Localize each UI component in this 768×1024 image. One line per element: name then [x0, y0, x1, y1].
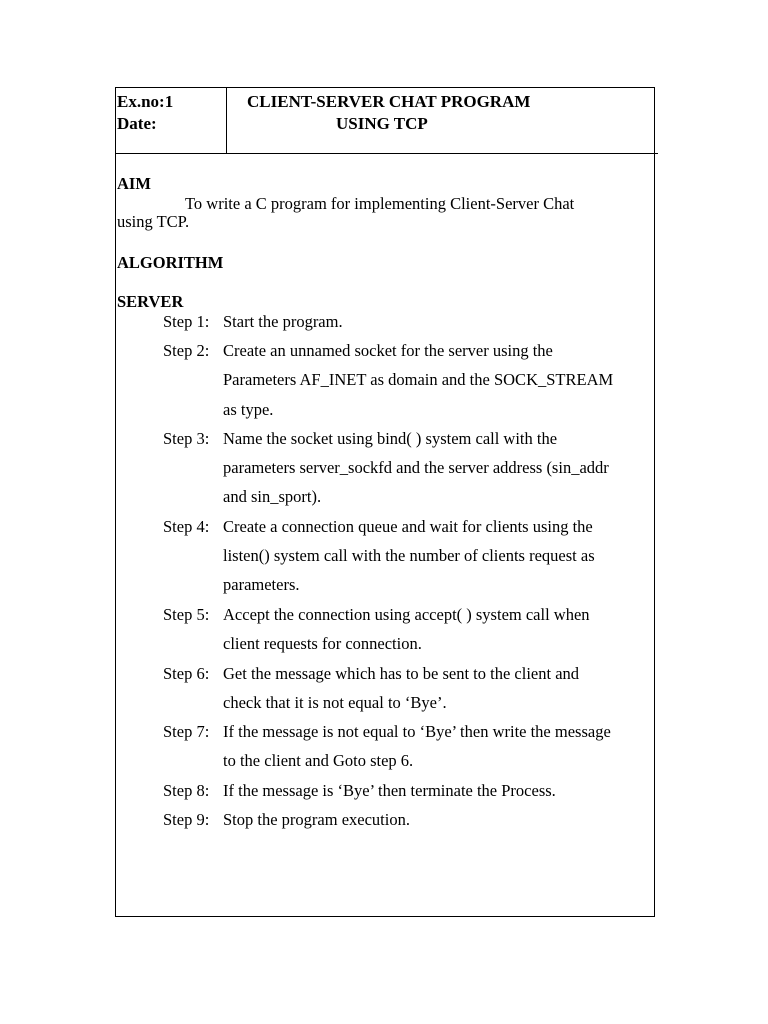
step-label: Step 8: [163, 781, 210, 800]
step-text: to the client and Goto step 6. [223, 751, 414, 770]
step-text: Stop the program execution. [223, 810, 410, 829]
header-divider-horizontal [115, 153, 658, 154]
step-label: Step 3: [163, 429, 210, 448]
exercise-date: Date: [117, 114, 157, 133]
step-label: Step 6: [163, 664, 210, 683]
algorithm-heading: ALGORITHM [117, 253, 224, 272]
step-label: Step 5: [163, 605, 210, 624]
header-divider-vertical [226, 87, 227, 154]
step-text: check that it is not equal to ‘Bye’. [223, 693, 447, 712]
step-label: Step 9: [163, 810, 210, 829]
step-text: Get the message which has to be sent to the client and [223, 664, 580, 683]
exercise-number: Ex.no:1 [117, 92, 174, 111]
document-title-line1: CLIENT-SERVER CHAT PROGRAM [247, 92, 531, 111]
step-text: as type. [223, 400, 274, 419]
step-text: Parameters AF_INET as domain and the SOCK_STREAM [223, 370, 614, 389]
aim-heading: AIM [117, 174, 151, 193]
aim-text-line2: using TCP. [117, 212, 190, 231]
step-text: If the message is not equal to ‘Bye’ then write the message [223, 722, 611, 741]
server-heading: SERVER [117, 292, 184, 311]
step-text: parameters. [223, 575, 300, 594]
step-label: Step 7: [163, 722, 210, 741]
step-text: Create an unnamed socket for the server using the [223, 341, 553, 360]
step-label: Step 2: [163, 341, 210, 360]
aim-text-line1: To write a C program for implementing Client-Server Chat [185, 194, 575, 213]
step-text: and sin_sport). [223, 487, 322, 506]
step-text: Start the program. [223, 312, 343, 331]
document-title-line2: USING TCP [336, 114, 428, 133]
step-text: client requests for connection. [223, 634, 422, 653]
step-text: If the message is ‘Bye’ then terminate the Process. [223, 781, 556, 800]
step-text: Accept the connection using accept( ) system call when [223, 605, 590, 624]
step-text: Create a connection queue and wait for clients using the [223, 517, 593, 536]
step-label: Step 1: [163, 312, 210, 331]
step-label: Step 4: [163, 517, 210, 536]
step-text: Name the socket using bind( ) system call with the [223, 429, 558, 448]
step-text: listen() system call with the number of clients request as [223, 546, 595, 565]
step-text: parameters server_sockfd and the server address (sin_addr [223, 458, 609, 477]
